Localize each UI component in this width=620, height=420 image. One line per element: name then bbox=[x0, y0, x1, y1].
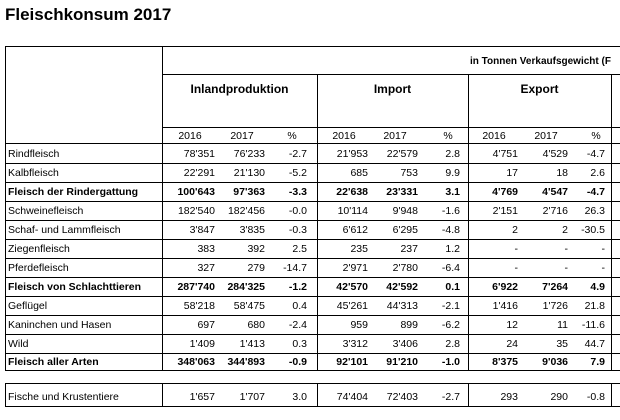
table-cell: 3'847 bbox=[189, 224, 215, 236]
table-cell: 383 bbox=[197, 243, 215, 255]
table-cell: -2.1 bbox=[441, 300, 460, 312]
table-cell: 9'036 bbox=[542, 356, 568, 368]
table-cell: 44'313 bbox=[386, 300, 418, 312]
table-cell: 45'261 bbox=[336, 300, 368, 312]
table-cell: 35 bbox=[556, 338, 568, 350]
table-cell: -2.7 bbox=[441, 391, 460, 403]
row-label: Schweinefleisch bbox=[8, 205, 84, 217]
table-cell: 8'375 bbox=[492, 356, 518, 368]
row-label: Kalbfleisch bbox=[8, 167, 59, 179]
row-separator-light bbox=[5, 315, 620, 316]
table-cell: 284'325 bbox=[227, 281, 265, 293]
table-cell: -0.8 bbox=[586, 391, 605, 403]
table-cell: -4.7 bbox=[586, 148, 605, 160]
table-cell: 287'740 bbox=[177, 281, 215, 293]
table-cell: 42'570 bbox=[336, 281, 368, 293]
table-cell: - bbox=[601, 243, 605, 255]
table-cell: 58'218 bbox=[183, 300, 215, 312]
table-cell: 4'769 bbox=[492, 186, 518, 198]
column-header: % bbox=[443, 130, 453, 142]
table-cell: -0.9 bbox=[288, 356, 307, 368]
group-divider-3 bbox=[611, 74, 612, 370]
table-cell: 2'780 bbox=[392, 262, 418, 274]
column-header: % bbox=[591, 130, 601, 142]
table-top-border bbox=[5, 46, 620, 47]
page-title: Fleischkonsum 2017 bbox=[5, 5, 172, 24]
header-bottom-border bbox=[5, 143, 620, 144]
table-cell: -3.3 bbox=[288, 186, 307, 198]
table-cell: 6'612 bbox=[342, 224, 368, 236]
table-cell: 4'547 bbox=[542, 186, 568, 198]
table-cell: 22'638 bbox=[336, 186, 368, 198]
table-cell: 1.2 bbox=[445, 243, 460, 255]
table-cell: 959 bbox=[350, 319, 368, 331]
table-cell: 1'726 bbox=[542, 300, 568, 312]
table-cell: 4'529 bbox=[542, 148, 568, 160]
row-label: Pferdefleisch bbox=[8, 262, 69, 274]
table-cell: -11.6 bbox=[581, 319, 605, 331]
table-cell: 72'403 bbox=[386, 391, 418, 403]
table-cell: 3'406 bbox=[392, 338, 418, 350]
row-label: Rindfleisch bbox=[8, 148, 60, 160]
row-separator bbox=[5, 296, 620, 297]
table-cell: 74'404 bbox=[336, 391, 368, 403]
row-label: Ziegenfleisch bbox=[8, 243, 70, 255]
table-cell: 3.0 bbox=[292, 391, 307, 403]
table-cell: 685 bbox=[350, 167, 368, 179]
table-cell: 2'971 bbox=[342, 262, 368, 274]
table-cell: 78'351 bbox=[183, 148, 215, 160]
table-cell: -2.7 bbox=[288, 148, 307, 160]
table-cell: 44.7 bbox=[584, 338, 605, 350]
column-header: 2016 bbox=[178, 130, 202, 142]
group-header-export: Export bbox=[520, 82, 559, 96]
row-label: Fleisch von Schlachttieren bbox=[8, 281, 142, 293]
column-header: 2017 bbox=[383, 130, 407, 142]
table-cell: 1'707 bbox=[239, 391, 265, 403]
table-cell: 92'101 bbox=[336, 356, 368, 368]
table-cell: 182'540 bbox=[177, 205, 215, 217]
table-cell: 21'130 bbox=[233, 167, 265, 179]
extra-row-top-border bbox=[5, 383, 620, 384]
row-separator bbox=[5, 277, 620, 278]
row-separator bbox=[5, 182, 620, 183]
table-cell: -1.0 bbox=[441, 356, 460, 368]
table-cell: 680 bbox=[247, 319, 265, 331]
table-cell: 2'716 bbox=[542, 205, 568, 217]
table-cell: 2.8 bbox=[445, 148, 460, 160]
row-label: Wild bbox=[8, 338, 29, 350]
table-cell: 0.1 bbox=[445, 281, 460, 293]
table-cell: 12 bbox=[506, 319, 518, 331]
table-cell: 2.6 bbox=[590, 167, 605, 179]
table-cell: 293 bbox=[500, 391, 518, 403]
row-separator-light bbox=[5, 258, 620, 259]
table-cell: 1'413 bbox=[239, 338, 265, 350]
column-header: 2016 bbox=[332, 130, 356, 142]
row-separator bbox=[5, 353, 620, 354]
table-cell: 7.9 bbox=[590, 356, 605, 368]
table-cell: 3'312 bbox=[342, 338, 368, 350]
table-cell: 290 bbox=[550, 391, 568, 403]
table-cell: 9'948 bbox=[392, 205, 418, 217]
row-label: Fleisch der Rindergattung bbox=[8, 186, 139, 198]
row-label: Fleisch aller Arten bbox=[8, 356, 99, 368]
table-cell: 3'835 bbox=[239, 224, 265, 236]
table-left-border bbox=[5, 46, 6, 370]
table-cell: 91'210 bbox=[386, 356, 418, 368]
table-cell: 2.5 bbox=[292, 243, 307, 255]
column-header: 2017 bbox=[534, 130, 558, 142]
table-cell: 3.1 bbox=[445, 186, 460, 198]
table-cell: 348'063 bbox=[177, 356, 215, 368]
table-cell: 2.8 bbox=[445, 338, 460, 350]
table-cell: 344'893 bbox=[227, 356, 265, 368]
table-cell: 0.3 bbox=[292, 338, 307, 350]
table-cell: 100'643 bbox=[177, 186, 215, 198]
table-cell: 2 bbox=[512, 224, 518, 236]
table-cell: - bbox=[564, 243, 568, 255]
table-cell: 11 bbox=[557, 319, 568, 331]
table-cell: 182'456 bbox=[227, 205, 265, 217]
unit-row-bottom-border bbox=[162, 74, 620, 75]
row-separator-light bbox=[5, 220, 620, 221]
row-label: Fische und Krustentiere bbox=[8, 391, 119, 403]
table-cell: 10'114 bbox=[337, 205, 368, 217]
table-cell: 899 bbox=[400, 319, 418, 331]
table-cell: 42'592 bbox=[386, 281, 418, 293]
column-header: 2016 bbox=[482, 130, 506, 142]
row-separator bbox=[5, 201, 620, 202]
group-header-import: Import bbox=[373, 82, 412, 96]
table-cell: -14.7 bbox=[283, 262, 307, 274]
table-cell: 6'922 bbox=[492, 281, 518, 293]
row-label: Kaninchen und Hasen bbox=[8, 319, 112, 331]
column-header: 2017 bbox=[230, 130, 254, 142]
row-separator-light bbox=[5, 163, 620, 164]
column-header: % bbox=[287, 130, 297, 142]
table-cell: 237 bbox=[400, 243, 418, 255]
table-cell: -1.6 bbox=[441, 205, 460, 217]
unit-note: in Tonnen Verkaufsgewicht (F bbox=[470, 56, 611, 67]
table-cell: - bbox=[514, 243, 518, 255]
table-cell: 17 bbox=[506, 167, 518, 179]
table-cell: 21.8 bbox=[584, 300, 605, 312]
table-cell: 1'409 bbox=[189, 338, 215, 350]
row-label: Geflügel bbox=[8, 300, 48, 312]
table-cell: -0.3 bbox=[288, 224, 307, 236]
table-cell: -30.5 bbox=[581, 224, 605, 236]
group-header-inlandproduktion: Inlandproduktion bbox=[190, 82, 289, 96]
table-cell: 2 bbox=[562, 224, 568, 236]
table-cell: 279 bbox=[247, 262, 265, 274]
table-cell: 22'291 bbox=[183, 167, 215, 179]
table-cell: 97'363 bbox=[233, 186, 265, 198]
row-separator-light bbox=[5, 239, 620, 240]
table-cell: 18 bbox=[556, 167, 568, 179]
table-cell: -4.7 bbox=[586, 186, 605, 198]
row-label: Schaf- und Lammfleisch bbox=[8, 224, 121, 236]
table-cell: -6.2 bbox=[441, 319, 460, 331]
table-cell: 392 bbox=[247, 243, 265, 255]
table-cell: 0.4 bbox=[292, 300, 307, 312]
table-cell: 22'579 bbox=[386, 148, 418, 160]
table-cell: 23'331 bbox=[386, 186, 418, 198]
table-cell: 58'475 bbox=[233, 300, 265, 312]
table-cell: 76'233 bbox=[233, 148, 265, 160]
table-cell: 2'151 bbox=[492, 205, 518, 217]
table-cell: 327 bbox=[197, 262, 215, 274]
table-cell: -5.2 bbox=[288, 167, 307, 179]
table-cell: - bbox=[601, 262, 605, 274]
table-cell: -6.4 bbox=[441, 262, 460, 274]
table-cell: 1'416 bbox=[492, 300, 518, 312]
table-cell: 4.9 bbox=[590, 281, 605, 293]
table-cell: -0.0 bbox=[288, 205, 307, 217]
table-cell: 7'264 bbox=[542, 281, 568, 293]
extra-row-divider-3 bbox=[611, 383, 612, 407]
extra-row-bottom-border bbox=[5, 406, 620, 407]
table-cell: 21'953 bbox=[336, 148, 368, 160]
subheader-top-border bbox=[162, 127, 620, 128]
table-bottom-border bbox=[5, 370, 620, 371]
table-cell: 235 bbox=[350, 243, 368, 255]
table-cell: 9.9 bbox=[445, 167, 460, 179]
table-cell: 1'657 bbox=[189, 391, 215, 403]
table-cell: 26.3 bbox=[584, 205, 605, 217]
extra-row-left-border bbox=[5, 383, 6, 407]
table-cell: 24 bbox=[506, 338, 518, 350]
table-cell: -1.2 bbox=[288, 281, 307, 293]
table-cell: - bbox=[514, 262, 518, 274]
row-separator-light bbox=[5, 334, 620, 335]
table-cell: 6'295 bbox=[392, 224, 418, 236]
table-cell: 753 bbox=[400, 167, 418, 179]
table-cell: 697 bbox=[197, 319, 215, 331]
table-cell: -2.4 bbox=[288, 319, 307, 331]
table-cell: - bbox=[564, 262, 568, 274]
table-cell: -4.8 bbox=[441, 224, 460, 236]
table-cell: 4'751 bbox=[492, 148, 518, 160]
